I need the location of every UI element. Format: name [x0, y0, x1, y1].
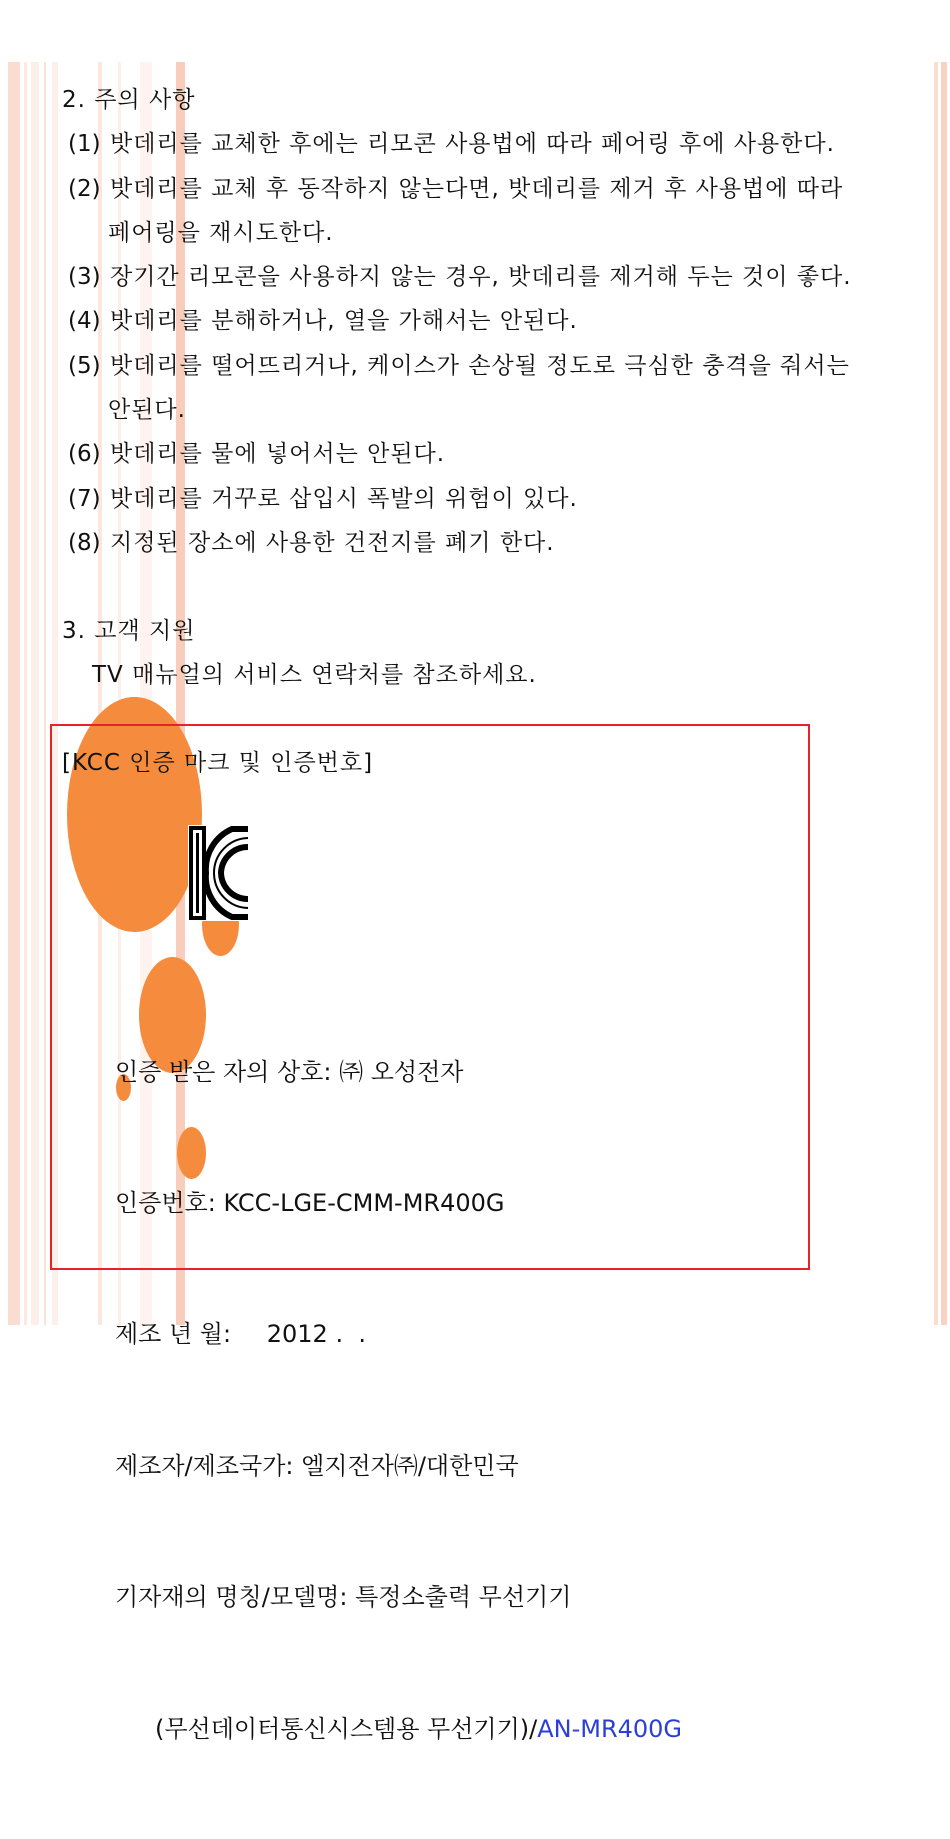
item-text: 밧데리를 교체한 후에는 리모콘 사용법에 따라 페어링 후에 사용한다. — [110, 131, 835, 158]
decorative-stripe — [8, 62, 20, 1325]
caution-item — [68, 299, 852, 343]
item-text: 밧데리를 떨어뜨리거나, 케이스가 손상될 정도로 극심한 충격을 줘서는 — [110, 352, 850, 379]
certification-heading: [KCC 인증 마크 및 인증번호] — [62, 750, 374, 776]
item-text: 밧데리를 교체 후 동작하지 않는다면, 밧데리를 제거 후 사용법에 따라 — [110, 175, 844, 202]
certification-details — [115, 963, 682, 1839]
model-number: AN-MR400G — [537, 1714, 683, 1743]
support-section — [62, 609, 537, 698]
row-label: 기자재의 명칭/모델명: — [115, 1583, 348, 1612]
caution-item — [68, 167, 852, 256]
model-line-prefix: (무선데이터통신시스템용 무선기기)/ — [155, 1714, 538, 1743]
item-number: (6) — [68, 441, 101, 468]
item-number: (4) — [68, 308, 101, 335]
item-number: (7) — [68, 485, 101, 512]
row-label: 인증번호: — [115, 1188, 216, 1217]
item-text: 장기간 리모콘을 사용하지 않는 경우, 밧데리를 제거해 두는 것이 좋다. — [110, 264, 852, 291]
certification-row — [115, 1313, 682, 1357]
item-number: (5) — [68, 352, 101, 379]
certification-row — [115, 1576, 682, 1620]
caution-heading: 2. 주의 사항 — [62, 87, 196, 113]
row-value: KCC-LGE-CMM-MR400G — [223, 1188, 505, 1217]
caution-item — [68, 477, 852, 521]
item-text: 밧데리를 거꾸로 삽입시 폭발의 위험이 있다. — [110, 485, 578, 512]
item-text-continued: 안된다. — [108, 397, 186, 424]
item-text-continued: 페어링을 재시도한다. — [108, 219, 334, 246]
decorative-stripe — [31, 62, 39, 1325]
caution-item — [68, 432, 852, 476]
support-heading: 3. 고객 지원 — [62, 618, 196, 644]
row-value: 2012 . . — [266, 1320, 366, 1349]
support-text: TV 매뉴얼의 서비스 연락처를 참조하세요. — [92, 662, 537, 689]
decorative-stripe — [934, 62, 938, 1325]
caution-item — [68, 521, 852, 565]
item-text: 밧데리를 분해하거나, 열을 가해서는 안된다. — [110, 308, 578, 335]
caution-section — [62, 78, 852, 565]
certification-row — [115, 1445, 682, 1489]
item-text: 밧데리를 물에 넣어서는 안된다. — [110, 441, 446, 468]
row-value: 특정소출력 무선기기 — [355, 1583, 572, 1612]
decorative-stripe — [24, 62, 27, 1325]
row-value: ㈜ 오성전자 — [339, 1057, 464, 1086]
row-label: 인증 받은 자의 상호: — [115, 1057, 332, 1086]
certification-row — [115, 1051, 682, 1095]
certification-box — [50, 724, 810, 1743]
row-label: 제조자/제조국가: — [115, 1451, 294, 1480]
item-text: 지정된 장소에 사용한 건전지를 폐기 한다. — [110, 529, 555, 556]
decorative-stripe — [941, 62, 947, 1325]
model-line — [115, 1708, 682, 1752]
caution-item — [68, 344, 852, 433]
decorative-stripe — [44, 62, 46, 1325]
item-number: (2) — [68, 175, 101, 202]
kc-certification-mark-icon — [188, 825, 250, 921]
certification-row — [115, 1182, 682, 1226]
item-number: (8) — [68, 529, 101, 556]
row-value: 엘지전자㈜/대한민국 — [301, 1451, 519, 1480]
caution-item — [68, 255, 852, 299]
caution-item — [68, 122, 852, 166]
row-label: 제조 년 월: — [115, 1320, 232, 1349]
item-number: (3) — [68, 264, 101, 291]
item-number: (1) — [68, 131, 101, 158]
